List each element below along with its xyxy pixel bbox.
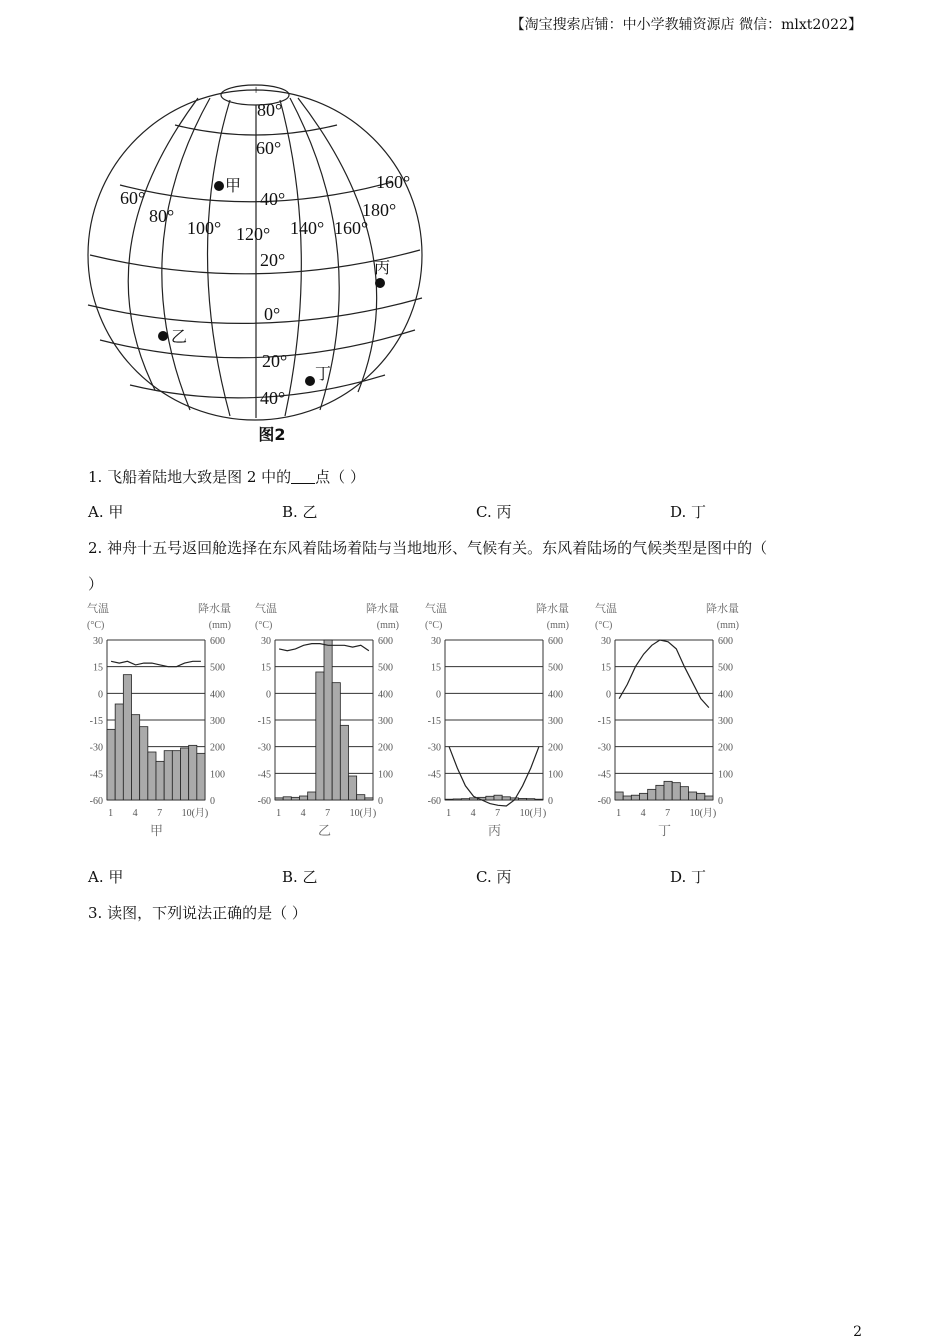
- temp-axis-unit: (°C): [425, 620, 443, 631]
- point-yi-label: 乙: [171, 327, 188, 346]
- precip-bar: [275, 798, 283, 800]
- precip-bar: [349, 776, 357, 800]
- q1-option-c[interactable]: C. 丙: [476, 503, 512, 521]
- precip-bar: [308, 792, 316, 800]
- question-3-text: 3. 读图，下列说法正确的是（ ）: [88, 904, 307, 922]
- month-tick-label: 10(月): [519, 808, 547, 819]
- question-2-text-cont: ）: [88, 575, 104, 593]
- month-tick-label: 1: [616, 808, 622, 819]
- temp-tick-label: -60: [257, 796, 271, 807]
- precip-bar: [527, 799, 535, 800]
- precip-bar: [664, 781, 672, 800]
- precip-bar: [705, 796, 713, 800]
- precip-bar: [189, 745, 197, 800]
- precip-bar: [486, 796, 494, 800]
- temp-tick-label: -45: [427, 769, 441, 781]
- lon-line-100: [208, 100, 231, 416]
- question-1-text: 1. 飞船着陆地大致是图 2 中的: [88, 468, 292, 486]
- q2-option-b[interactable]: B. 乙: [282, 868, 318, 886]
- q1-option-b[interactable]: B. 乙: [282, 503, 318, 521]
- month-tick-label: 7: [157, 808, 163, 819]
- precip-tick-label: 600: [548, 636, 563, 647]
- temp-tick-label: 30: [601, 636, 611, 647]
- month-tick-label: 7: [665, 808, 671, 819]
- precip-tick-label: 0: [378, 796, 383, 807]
- precip-axis-label: 降水量: [366, 602, 399, 615]
- lat-label-20s: 20°: [262, 351, 288, 371]
- temp-tick-label: -15: [597, 716, 611, 727]
- precip-bar: [332, 683, 340, 800]
- point-bing-label: 丙: [374, 258, 391, 277]
- precip-bar: [445, 799, 453, 800]
- lon-label-80: 80°: [149, 206, 175, 226]
- precip-bar: [615, 792, 623, 800]
- lat-label-0: 0°: [264, 304, 281, 324]
- precip-bar: [115, 704, 123, 800]
- precip-bar: [283, 797, 291, 800]
- precip-bar: [623, 796, 631, 800]
- precip-tick-label: 200: [210, 742, 225, 754]
- lat-label-40: 40°: [260, 189, 286, 209]
- q2-option-a[interactable]: A. 甲: [88, 868, 124, 886]
- precip-bar: [107, 729, 115, 800]
- month-tick-label: 4: [640, 808, 646, 819]
- temp-axis-unit: (°C): [595, 620, 613, 631]
- temp-axis-label: 气温: [425, 602, 447, 615]
- precip-bar: [300, 796, 308, 800]
- precip-tick-label: 400: [718, 689, 733, 701]
- precip-bar: [181, 748, 189, 800]
- month-tick-label: 1: [108, 808, 114, 819]
- precip-bar: [156, 761, 164, 800]
- question-1-text-end: 点（ ）: [315, 468, 365, 486]
- temp-tick-label: -15: [89, 716, 103, 727]
- lat-label-80: 80°: [257, 100, 283, 120]
- point-ding-label: 丁: [315, 364, 332, 383]
- point-jia-label: 甲: [225, 176, 242, 195]
- precip-bar: [324, 640, 332, 800]
- temp-tick-label: 30: [431, 636, 441, 647]
- lon-line-80: [162, 98, 210, 410]
- lon-label-160w: 160°: [376, 172, 411, 192]
- precip-tick-label: 300: [210, 716, 225, 727]
- temp-tick-label: -15: [257, 716, 271, 727]
- climate-charts-svg: [85, 600, 765, 850]
- precip-axis-label: 降水量: [198, 602, 231, 615]
- precip-bar: [132, 715, 140, 800]
- point-ding: [305, 376, 315, 386]
- precip-bar: [656, 785, 664, 800]
- precip-axis-unit: (mm): [716, 620, 739, 631]
- month-tick-label: 10(月): [689, 808, 717, 819]
- temp-tick-label: 15: [93, 662, 103, 674]
- chart-title: 甲: [150, 824, 164, 839]
- precip-tick-label: 0: [548, 796, 553, 807]
- month-tick-label: 7: [325, 808, 331, 819]
- point-jia: [214, 181, 224, 191]
- precip-tick-label: 0: [210, 796, 215, 807]
- temp-tick-label: -60: [597, 796, 611, 807]
- precip-tick-label: 0: [718, 796, 723, 807]
- point-bing: [375, 278, 385, 288]
- page-number: 2: [853, 1324, 862, 1340]
- precip-tick-label: 100: [210, 769, 225, 781]
- lat-label-60: 60°: [256, 138, 282, 158]
- temp-axis-label: 气温: [255, 602, 277, 615]
- chart-title: 丙: [488, 824, 502, 839]
- precip-tick-label: 200: [378, 742, 393, 754]
- precip-bar: [697, 793, 705, 800]
- temp-tick-label: 15: [601, 662, 611, 674]
- month-tick-label: 4: [132, 808, 138, 819]
- temperature-line: [619, 640, 709, 708]
- precip-tick-label: 600: [718, 636, 733, 647]
- temperature-line: [111, 661, 201, 666]
- precip-tick-label: 500: [718, 662, 733, 674]
- figure-2-caption: 图2: [258, 425, 286, 444]
- lat-line-s40: [130, 375, 385, 398]
- precip-tick-label: 100: [548, 769, 563, 781]
- temp-tick-label: 0: [606, 689, 611, 701]
- q1-option-d[interactable]: D. 丁: [670, 503, 707, 521]
- temp-axis-label: 气温: [87, 602, 109, 615]
- lon-label-60: 60°: [120, 188, 146, 208]
- precip-axis-unit: (mm): [376, 620, 399, 631]
- precip-bar: [172, 751, 180, 800]
- temp-axis-unit: (°C): [255, 620, 273, 631]
- question-1: [88, 466, 365, 487]
- temp-tick-label: -30: [427, 742, 441, 754]
- chart-title: 乙: [318, 824, 332, 839]
- temp-tick-label: 0: [98, 689, 103, 701]
- lat-line-20: [90, 250, 420, 274]
- precip-bar: [519, 798, 527, 800]
- precip-bar: [640, 793, 648, 800]
- precip-bar: [680, 787, 688, 800]
- precip-tick-label: 500: [548, 662, 563, 674]
- precip-bar: [453, 799, 461, 800]
- precip-tick-label: 100: [378, 769, 393, 781]
- precip-tick-label: 100: [718, 769, 733, 781]
- precip-bar: [672, 783, 680, 800]
- point-yi: [158, 331, 168, 341]
- temp-tick-label: 15: [431, 662, 441, 674]
- precip-bar: [689, 792, 697, 800]
- lat-line-0: [88, 298, 422, 323]
- precip-tick-label: 300: [548, 716, 563, 727]
- lat-label-40s: 40°: [260, 388, 286, 408]
- temp-tick-label: 0: [266, 689, 271, 701]
- temp-tick-label: -30: [89, 742, 103, 754]
- q1-option-a[interactable]: A. 甲: [88, 503, 124, 521]
- month-tick-label: 1: [446, 808, 452, 819]
- precip-bar: [140, 727, 148, 800]
- precip-tick-label: 600: [378, 636, 393, 647]
- temp-tick-label: 30: [93, 636, 103, 647]
- temp-tick-label: -45: [257, 769, 271, 781]
- temp-tick-label: -60: [89, 796, 103, 807]
- precip-axis-unit: (mm): [546, 620, 569, 631]
- month-tick-label: 7: [495, 808, 501, 819]
- precip-tick-label: 500: [378, 662, 393, 674]
- q2-option-c[interactable]: C. 丙: [476, 868, 512, 886]
- climate-charts: [85, 600, 765, 850]
- month-tick-label: 1: [276, 808, 282, 819]
- precip-tick-label: 400: [210, 689, 225, 701]
- precip-bar: [197, 753, 205, 800]
- precip-bar: [316, 672, 324, 800]
- lon-label-180: 180°: [362, 200, 397, 220]
- precip-bar: [340, 725, 348, 800]
- lat-line-s20: [100, 330, 415, 358]
- month-tick-label: 4: [300, 808, 306, 819]
- lon-label-100: 100°: [187, 218, 222, 238]
- precip-bar: [123, 675, 131, 800]
- temp-tick-label: -30: [597, 742, 611, 754]
- precip-tick-label: 300: [718, 716, 733, 727]
- precip-axis-unit: (mm): [208, 620, 231, 631]
- temp-tick-label: -60: [427, 796, 441, 807]
- precip-bar: [365, 798, 373, 800]
- precip-tick-label: 300: [378, 716, 393, 727]
- precip-bar: [357, 795, 365, 800]
- temp-axis-unit: (°C): [87, 620, 105, 631]
- month-tick-label: 10(月): [181, 808, 209, 819]
- chart-title: 丁: [658, 824, 672, 839]
- temp-tick-label: -45: [89, 769, 103, 781]
- globe-svg: [80, 80, 440, 450]
- precip-bar: [648, 789, 656, 800]
- precip-tick-label: 500: [210, 662, 225, 674]
- question-2-text: 2. 神舟十五号返回舱选择在东风着陆场着陆与当地地形、气候有关。东风着陆场的气候类型是图中的（: [88, 539, 768, 557]
- precip-tick-label: 600: [210, 636, 225, 647]
- precip-tick-label: 200: [718, 742, 733, 754]
- precip-tick-label: 200: [548, 742, 563, 754]
- precip-bar: [631, 795, 639, 800]
- svg-text:+: +: [252, 82, 260, 97]
- precip-axis-label: 降水量: [706, 602, 739, 615]
- answer-blank: [291, 469, 315, 484]
- header-note: 【淘宝搜索店铺：中小学教辅资源店 微信：mlxt2022】: [510, 17, 862, 33]
- precip-bar: [461, 799, 469, 800]
- temp-tick-label: -15: [427, 716, 441, 727]
- lon-label-120: 120°: [236, 224, 271, 244]
- month-tick-label: 10(月): [349, 808, 377, 819]
- temp-tick-label: -30: [257, 742, 271, 754]
- figure-2-globe: [80, 80, 440, 450]
- precip-bar: [502, 797, 510, 800]
- temp-tick-label: 30: [261, 636, 271, 647]
- precip-bar: [494, 795, 502, 800]
- lon-label-160: 160°: [334, 218, 369, 238]
- precip-bar: [535, 799, 543, 800]
- lon-label-140: 140°: [290, 218, 325, 238]
- month-tick-label: 4: [470, 808, 476, 819]
- temp-tick-label: -45: [597, 769, 611, 781]
- precip-bar: [148, 752, 156, 800]
- lat-label-20n: 20°: [260, 250, 286, 270]
- precip-axis-label: 降水量: [536, 602, 569, 615]
- precip-tick-label: 400: [548, 689, 563, 701]
- q2-option-d[interactable]: D. 丁: [670, 868, 707, 886]
- precip-bar: [291, 797, 299, 800]
- temp-tick-label: 0: [436, 689, 441, 701]
- precip-bar: [164, 751, 172, 800]
- globe-outline: [88, 90, 422, 420]
- temp-axis-label: 气温: [595, 602, 617, 615]
- temp-tick-label: 15: [261, 662, 271, 674]
- precip-tick-label: 400: [378, 689, 393, 701]
